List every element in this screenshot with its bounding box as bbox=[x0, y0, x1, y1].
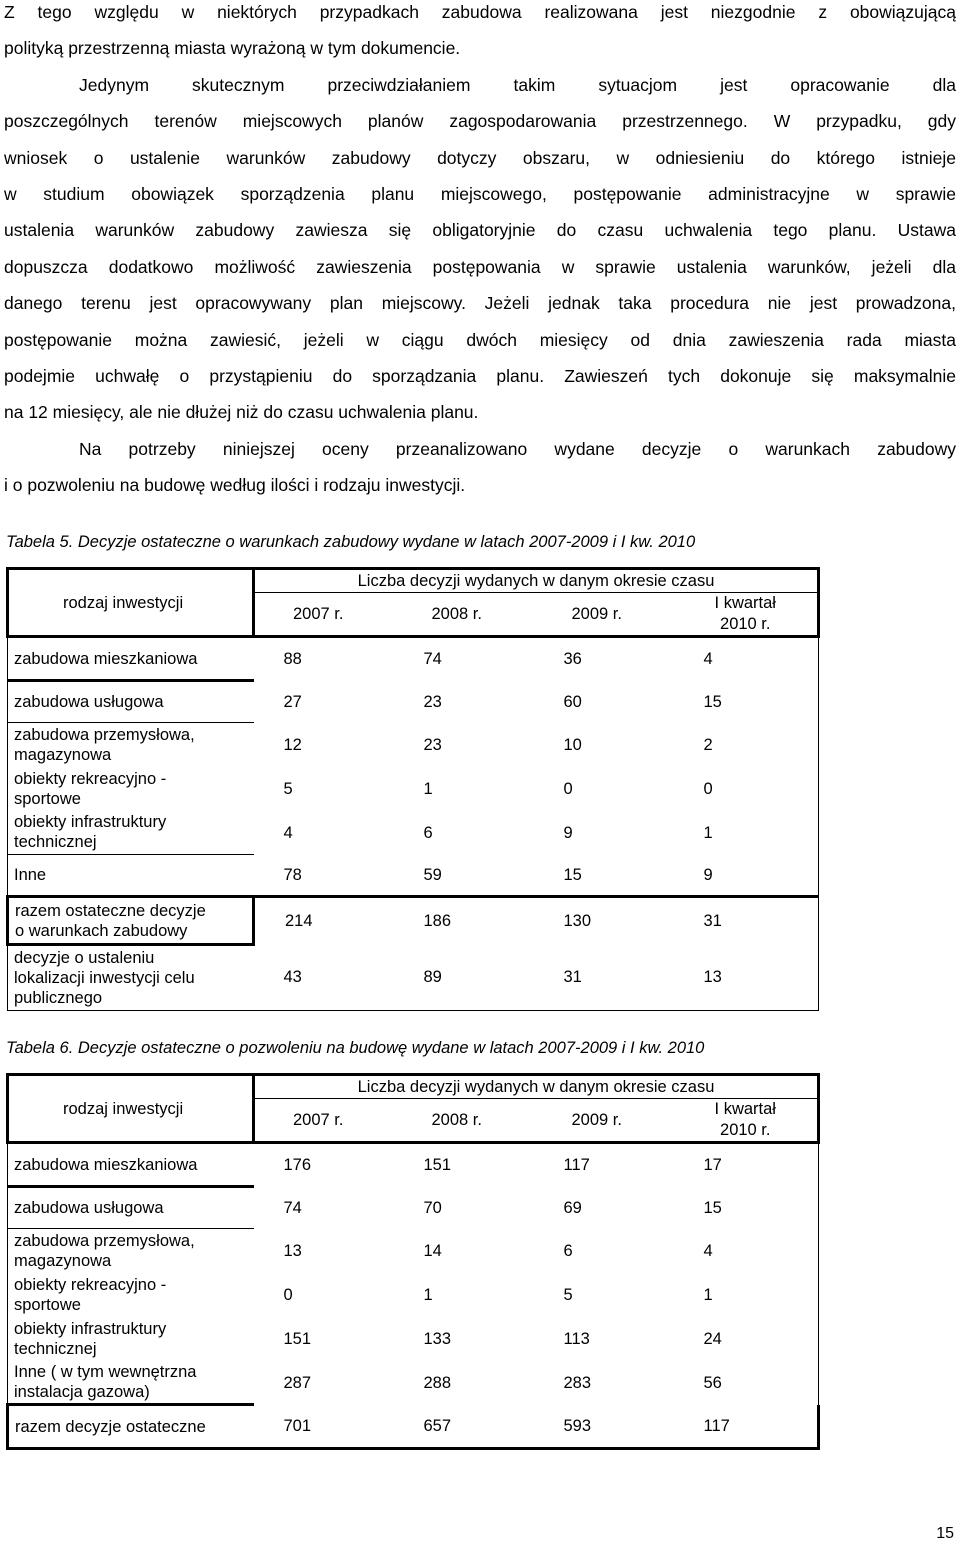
row-label-line: magazynowa bbox=[14, 745, 112, 764]
table-5-body bbox=[8, 637, 819, 1011]
table-cell: 15 bbox=[674, 1187, 819, 1229]
table-row bbox=[8, 811, 819, 855]
table-cell: 14 bbox=[423, 1241, 442, 1260]
table-cell: 31 bbox=[674, 897, 819, 945]
header-line: 2010 r. bbox=[720, 615, 771, 633]
row-label-line: technicznej bbox=[14, 1339, 97, 1358]
header-line: 2010 r. bbox=[720, 1121, 771, 1139]
table-cell: 701 bbox=[254, 1405, 394, 1449]
table-row bbox=[8, 1405, 819, 1449]
table-row bbox=[8, 637, 819, 681]
row-label-line: sportowe bbox=[14, 789, 81, 808]
row-label-line: zabudowa przemysłowa, bbox=[14, 725, 195, 744]
table-cell: 74 bbox=[283, 1198, 302, 1217]
table-cell: 117 bbox=[563, 1156, 590, 1175]
row-label-line: technicznej bbox=[14, 833, 97, 852]
table-cell: 78 bbox=[283, 865, 302, 884]
text-line: postępowanie można zawiesić, jeżeli w ciągu dwóch miesięcy od dnia zawieszenia rada miasta bbox=[4, 329, 956, 350]
table-6 bbox=[6, 1073, 820, 1450]
row-label-line: Inne bbox=[14, 866, 47, 884]
table-cell: 130 bbox=[534, 897, 674, 945]
table-cell: 43 bbox=[254, 945, 394, 1011]
table-cell: 287 bbox=[283, 1373, 312, 1392]
table-cell: 133 bbox=[423, 1329, 452, 1348]
row-label bbox=[8, 723, 254, 767]
text-line: w studium obowiązek sporządzenia planu miejscowego, postępowanie administracyjne w sprawie bbox=[4, 183, 956, 204]
row-label bbox=[8, 897, 254, 945]
table-cell: 56 bbox=[674, 1361, 819, 1405]
row-label bbox=[8, 1187, 254, 1229]
table-cell: 27 bbox=[283, 692, 302, 711]
text-line: poszczególnych terenów miejscowych planów zagospodarowania przestrzennego. W przypadku, gdy bbox=[4, 111, 956, 132]
column-header-2008: 2008 r. bbox=[394, 593, 534, 637]
text-line: Z tego względu w niektórych przypadkach zabudowa realizowana jest niezgodnie z obowiązującą bbox=[4, 2, 956, 22]
table-row bbox=[8, 897, 819, 945]
table-cell: 6 bbox=[563, 1241, 573, 1260]
row-label-line: magazynowa bbox=[14, 1251, 112, 1270]
row-label bbox=[8, 1361, 254, 1405]
row-label-line: obiekty infrastruktury bbox=[14, 813, 167, 832]
row-label bbox=[8, 811, 254, 855]
row-label-line: decyzje o ustaleniu bbox=[14, 949, 155, 967]
column-header-2007: 2007 r. bbox=[254, 1099, 394, 1143]
table-6-caption: Tabela 6. Decyzje ostateczne o pozwoleniu na budowę wydane w latach 2007-2009 i I kw. 2010 bbox=[6, 1039, 705, 1057]
table-cell: 13 bbox=[283, 1241, 302, 1260]
table-row bbox=[8, 723, 819, 767]
row-label-line: razem decyzje ostateczne bbox=[15, 1417, 206, 1436]
row-label-line: obiekty infrastruktury bbox=[14, 1319, 167, 1338]
table-cell: 4 bbox=[674, 1229, 819, 1273]
table-cell: 5 bbox=[563, 1285, 573, 1304]
body-text bbox=[4, 0, 956, 503]
table-row bbox=[8, 1273, 819, 1317]
table-cell: 88 bbox=[283, 650, 302, 669]
row-label-line: publicznego bbox=[14, 989, 103, 1007]
text-line: podejmie uchwałę o przystąpieniu do sporządzania planu. Zawieszeń tych dokonuje się maksymalnie bbox=[4, 365, 956, 386]
table-cell: 0 bbox=[283, 1285, 293, 1304]
row-label bbox=[8, 1273, 254, 1317]
table-cell: 5 bbox=[283, 779, 293, 798]
row-label bbox=[8, 855, 254, 897]
header-line: I kwartał bbox=[714, 594, 776, 612]
table-cell: 1 bbox=[674, 811, 819, 855]
table-cell: 2 bbox=[674, 723, 819, 767]
row-label-line: zabudowa mieszkaniowa bbox=[14, 649, 198, 668]
table-cell: 1 bbox=[423, 779, 433, 798]
table-row bbox=[8, 855, 819, 897]
table-cell: 4 bbox=[283, 823, 293, 842]
table-cell: 31 bbox=[534, 945, 674, 1011]
table-row bbox=[8, 1361, 819, 1405]
table-cell: 15 bbox=[563, 865, 582, 884]
row-label-line: o warunkach zabudowy bbox=[15, 921, 188, 940]
table-cell: 23 bbox=[423, 692, 442, 711]
table-cell: 186 bbox=[394, 897, 534, 945]
table-row bbox=[8, 767, 819, 811]
row-label-line: instalacja gazowa) bbox=[14, 1382, 150, 1401]
column-header-2009: 2009 r. bbox=[534, 593, 674, 637]
column-header-2007: 2007 r. bbox=[254, 593, 394, 637]
column-header-2008: 2008 r. bbox=[394, 1099, 534, 1143]
column-header-2009: 2009 r. bbox=[534, 1099, 674, 1143]
table-cell: 176 bbox=[283, 1156, 312, 1175]
row-label-line: obiekty rekreacyjno - bbox=[14, 1275, 167, 1294]
table-cell: 9 bbox=[674, 855, 819, 897]
table-row bbox=[8, 1143, 819, 1187]
table-header-row bbox=[8, 1075, 819, 1099]
table-cell: 4 bbox=[674, 637, 819, 681]
table-cell: 283 bbox=[563, 1373, 592, 1392]
row-label bbox=[8, 637, 254, 681]
text-line: dopuszcza dodatkowo możliwość zawieszenia postępowania w sprawie ustalenia warunków, jeżeli dla bbox=[4, 256, 956, 277]
text-line: polityką przestrzenną miasta wyrażoną w tym dokumencie. bbox=[4, 38, 461, 59]
row-label bbox=[8, 945, 254, 1011]
table-cell: 36 bbox=[563, 650, 582, 669]
column-header-period-span: Liczba decyzji wydanych w danym okresie czasu bbox=[254, 1075, 819, 1099]
text-line: na 12 miesięcy, ale nie dłużej niż do czasu uchwalenia planu. bbox=[4, 402, 479, 423]
text-line: wniosek o ustalenie warunków zabudowy dotyczy obszaru, w odniesieniu do którego istnieje bbox=[4, 147, 956, 168]
row-label-line: lokalizacji inwestycji celu bbox=[14, 969, 195, 987]
table-cell: 60 bbox=[563, 692, 582, 711]
text-line: Jedynym skutecznym przeciwdziałaniem takim sytuacjom jest opracowanie dla bbox=[79, 74, 956, 95]
table-cell: 70 bbox=[423, 1198, 442, 1217]
column-header-period-span: Liczba decyzji wydanych w danym okresie czasu bbox=[254, 569, 819, 593]
row-label bbox=[8, 1143, 254, 1187]
table-row bbox=[8, 1317, 819, 1361]
text-line: i o pozwoleniu na budowę według ilości i rodzaju inwestycji. bbox=[4, 475, 466, 496]
table-cell: 0 bbox=[563, 779, 573, 798]
row-label-line: sportowe bbox=[14, 1295, 81, 1314]
table-cell: 593 bbox=[534, 1405, 674, 1449]
table-5-caption: Tabela 5. Decyzje ostateczne o warunkach zabudowy wydane w latach 2007-2009 i I kw. 2010 bbox=[6, 533, 696, 551]
table-cell: 9 bbox=[563, 823, 573, 842]
row-label-line: zabudowa mieszkaniowa bbox=[14, 1155, 198, 1174]
table-cell: 23 bbox=[423, 735, 442, 754]
table-row bbox=[8, 945, 819, 1011]
row-label bbox=[8, 1229, 254, 1273]
column-header-type: rodzaj inwestycji bbox=[8, 1075, 254, 1143]
table-cell: 13 bbox=[674, 945, 819, 1011]
table-cell: 6 bbox=[423, 823, 433, 842]
column-header-type: rodzaj inwestycji bbox=[8, 569, 254, 637]
page-number: 15 bbox=[936, 1525, 954, 1542]
table-cell: 24 bbox=[674, 1317, 819, 1361]
row-label-line: zabudowa przemysłowa, bbox=[14, 1231, 195, 1250]
table-cell: 12 bbox=[283, 735, 302, 754]
column-header-q1-2010 bbox=[674, 593, 819, 637]
table-6-body bbox=[8, 1143, 819, 1449]
table-cell: 214 bbox=[254, 897, 394, 945]
column-header-q1-2010 bbox=[674, 1099, 819, 1143]
text-line: danego terenu jest opracowywany plan miejscowy. Jeżeli jednak taka procedura nie jest prowadzona, bbox=[4, 293, 956, 314]
table-5 bbox=[6, 567, 820, 1011]
table-cell: 74 bbox=[423, 650, 442, 669]
table-header-row bbox=[8, 569, 819, 593]
row-label-line: Inne ( w tym wewnętrzna bbox=[14, 1362, 197, 1381]
table-cell: 117 bbox=[674, 1405, 819, 1449]
table-cell: 0 bbox=[674, 767, 819, 811]
table-cell: 151 bbox=[423, 1156, 452, 1175]
text-line: Na potrzeby niniejszej oceny przeanalizowano wydane decyzje o warunkach zabudowy bbox=[79, 438, 956, 459]
table-cell: 59 bbox=[423, 865, 442, 884]
row-label bbox=[8, 1405, 254, 1449]
table-row bbox=[8, 1229, 819, 1273]
table-cell: 151 bbox=[283, 1329, 312, 1348]
row-label bbox=[8, 767, 254, 811]
row-label-line: obiekty rekreacyjno - bbox=[14, 769, 167, 788]
table-cell: 10 bbox=[563, 735, 582, 754]
row-label-line: razem ostateczne decyzje bbox=[15, 901, 206, 920]
row-label-line: zabudowa usługowa bbox=[14, 693, 164, 711]
header-line: I kwartał bbox=[714, 1100, 776, 1118]
table-cell: 1 bbox=[423, 1285, 433, 1304]
table-cell: 15 bbox=[674, 681, 819, 723]
table-cell: 69 bbox=[563, 1198, 582, 1217]
table-cell: 17 bbox=[674, 1143, 819, 1187]
table-cell: 657 bbox=[394, 1405, 534, 1449]
table-row bbox=[8, 1187, 819, 1229]
table-cell: 89 bbox=[394, 945, 534, 1011]
table-cell: 113 bbox=[563, 1329, 590, 1348]
table-cell: 288 bbox=[423, 1373, 452, 1392]
table-row bbox=[8, 681, 819, 723]
text-line: ustalenia warunków zabudowy zawiesza się obligatoryjnie do czasu uchwalenia tego planu. Ustawa bbox=[4, 220, 956, 241]
table-cell: 1 bbox=[674, 1273, 819, 1317]
row-label bbox=[8, 681, 254, 723]
row-label bbox=[8, 1317, 254, 1361]
row-label-line: zabudowa usługowa bbox=[14, 1199, 164, 1217]
